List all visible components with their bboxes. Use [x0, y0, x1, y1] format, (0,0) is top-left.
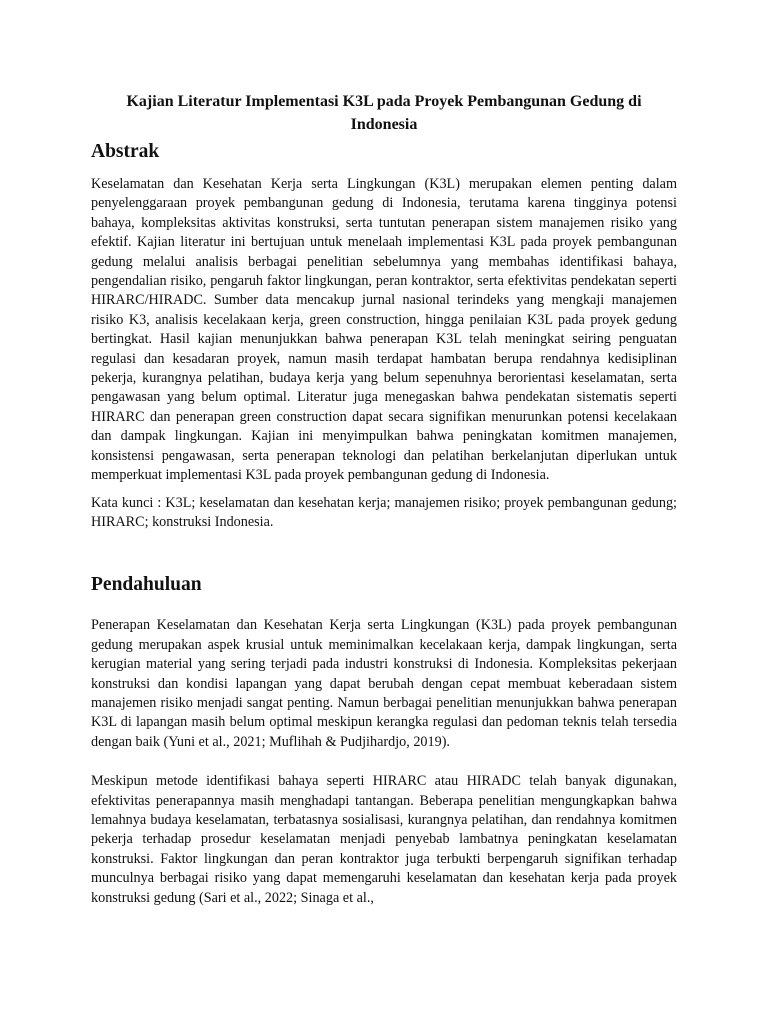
intro-paragraph-2: Meskipun metode identifikasi bahaya seperti HIRARC atau HIRADC telah banyak digunakan, efektivitas penerapannya masih menghadapi tantangan. Beberapa penelitian mengungkapkan bahwa lemahnya budaya keselamatan, terbatasnya sosialisasi, kurangnya pelatihan, dan rendahnya komitmen pekerja terhadap prosedur keselamatan menjadi penyebab lambatnya peningkatan keselamatan konstruksi. Faktor lingkungan dan peran kontraktor juga terbukti berpengaruh signifikan terhadap munculnya berbagai risiko yang dapat memengaruhi keselamatan dan kesehatan kerja pada proyek konstruksi gedung (Sari et al., 2022; Sinaga et al., [91, 773, 677, 906]
document-title: Kajian Literatur Implementasi K3L pada Proyek Pembangunan Gedung di Indonesia [126, 93, 642, 133]
abstract-paragraph: Keselamatan dan Kesehatan Kerja serta Lingkungan (K3L) merupakan elemen penting dalam penyelenggaraan proyek pembangunan gedung di Indonesia, terutama karena tingginya potensi bahaya, kompleksitas aktivitas konstruksi, serta tuntutan penerapan sistem manajemen risiko yang efektif. Kajian literatur ini bertujuan untuk menelaah implementasi K3L pada proyek pembangunan gedung melalui analisis berbagai penelitian sebelumnya yang membahas identifikasi bahaya, pengendalian risiko, pengaruh faktor lingkungan, peran kontraktor, serta efektivitas pendekatan seperti HIRARC/HIRADC. Sumber data mencakup jurnal nasional terindeks yang mengkaji manajemen risiko K3, analisis kecelakaan kerja, green construction, hingga penilaian K3L pada proyek gedung bertingkat. Hasil kajian menunjukkan bahwa penerapan K3L telah meningkat seiring penguatan regulasi dan kesadaran proyek, namun masih terdapat hambatan berupa rendahnya kedisiplinan pekerja, kurangnya pelatihan, budaya kerja yang belum sepenuhnya berorientasi keselamatan, serta pengawasan yang belum optimal. Literatur juga menegaskan bahwa pendekatan sistematis seperti HIRARC dan penerapan green construction dapat secara signifikan menurunkan potensi kecelakaan dan dampak lingkungan. Kajian ini menyimpulkan bahwa peningkatan komitmen manajemen, konsistensi pengawasan, serta penerapan teknologi dan pelatihan berkelanjutan diperlukan untuk memperkuat implementasi K3L pada proyek pembangunan gedung di Indonesia. [91, 176, 677, 484]
document-page [91, 90, 677, 908]
abstract-heading: Abstrak [91, 141, 160, 162]
intro-heading: Pendahuluan [91, 574, 202, 596]
keywords-paragraph: Kata kunci : K3L; keselamatan dan kesehatan kerja; manajemen risiko; proyek pembangunan gedung; HIRARC; konstruksi Indonesia. [91, 494, 677, 530]
intro-paragraph-1: Penerapan Keselamatan dan Kesehatan Kerja serta Lingkungan (K3L) pada proyek pembangunan gedung merupakan aspek krusial untuk meminimalkan kecelakaan kerja, dampak lingkungan, serta kerugian material yang sering terjadi pada industri konstruksi di Indonesia. Kompleksitas pekerjaan konstruksi dan kondisi lapangan yang dapat berubah dengan cepat membuat keberadaan sistem manajemen risiko menjadi sangat penting. Namun berbagai penelitian menunjukkan bahwa penerapan K3L di lapangan masih belum optimal meskipun kerangka regulasi dan pedoman teknis telah tersedia dengan baik (Yuni et al., 2021; Muflihah & Pudjihardjo, 2019). [91, 617, 677, 750]
